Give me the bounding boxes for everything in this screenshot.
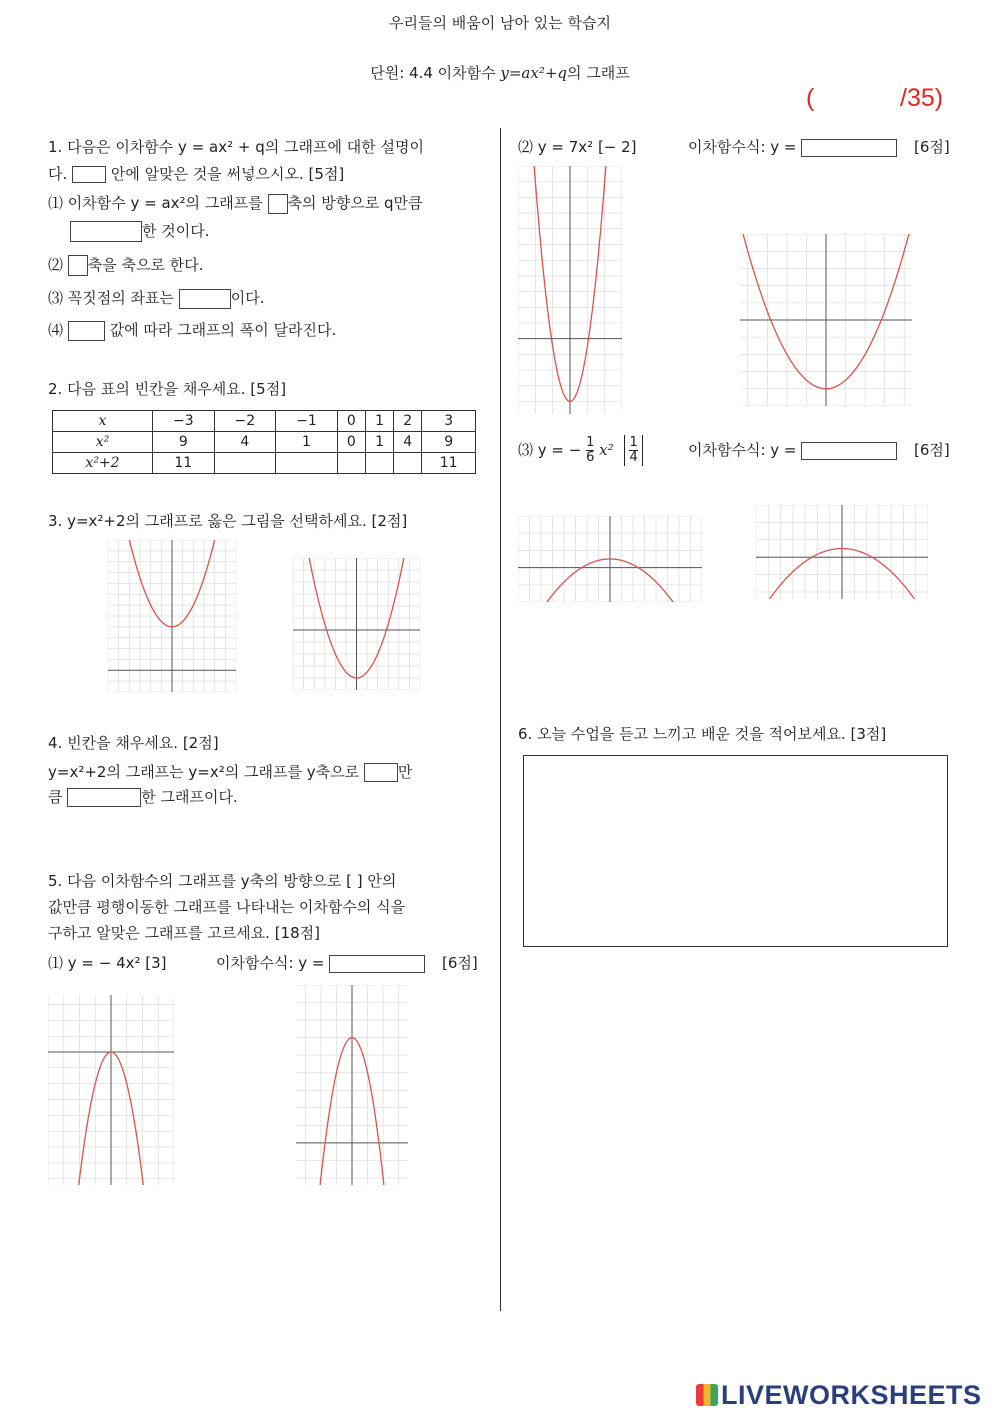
table-row (53, 453, 476, 474)
unit-suffix: 의 그래프 (567, 64, 630, 82)
q5-part3-graph-a[interactable] (518, 516, 702, 602)
table-cell: 11 (153, 453, 215, 474)
table-cell: x (53, 411, 153, 432)
q5-part1-points: [6점] (442, 954, 478, 972)
q4-line1-end: 만 (397, 763, 413, 781)
equation-label: 이차함수식: y = (688, 441, 797, 459)
table-cell: 3 (422, 411, 476, 432)
table-cell: 0 (337, 411, 365, 432)
q5-part2-graph-a[interactable] (518, 166, 622, 414)
unit-heading (0, 62, 1000, 83)
table-cell: x² (53, 432, 153, 453)
q4-line2 (48, 786, 238, 807)
q5-part1-label: ⑴ y = − 4x² [3] (48, 954, 167, 972)
shift-bracket (624, 435, 642, 466)
unit-formula: y=ax²+q (500, 64, 568, 82)
q5-line2: 값만큼 평행이동한 그래프를 나타내는 이차함수의 식을 (48, 898, 406, 916)
table-answer-cell[interactable] (337, 453, 365, 474)
table-cell: 4 (394, 432, 422, 453)
worksheet-title: 우리들의 배움이 남아 있는 학습지 (389, 14, 611, 32)
q1-axis2-answer-box[interactable] (68, 255, 88, 276)
table-cell: 0 (337, 432, 365, 453)
q5-part2-label: ⑵ y = 7x² [− 2] (518, 138, 637, 156)
table-cell: −1 (276, 411, 338, 432)
q5-line3: 구하고 알맞은 그래프를 고르세요. [18점] (48, 924, 320, 942)
q1-part2 (48, 254, 204, 276)
q5-part1-answer-box[interactable] (329, 955, 425, 973)
score-open: ( (806, 84, 815, 112)
q4-move-answer-box[interactable] (67, 788, 141, 807)
q1-part4 (48, 319, 336, 341)
liveworksheets-logo (696, 1380, 982, 1411)
q5-part1-equation (216, 952, 425, 973)
table-cell: 2 (394, 411, 422, 432)
logo-mark-icon (696, 1384, 718, 1406)
q6-title: 6. 오늘 수업을 듣고 느끼고 배운 것을 적어보세요. [3점] (518, 725, 887, 743)
q5-part1-graph-b[interactable] (296, 985, 408, 1185)
table-cell: 1 (276, 432, 338, 453)
table-cell: 1 (365, 432, 393, 453)
q4-line1-text: y=x²+2의 그래프는 y=x²의 그래프를 y축으로 (48, 763, 360, 781)
equation-label: 이차함수식: y = (688, 138, 797, 156)
column-divider (500, 128, 501, 1311)
q1-width-answer-box[interactable] (68, 321, 105, 341)
table-cell: 9 (153, 432, 215, 453)
q5-part1-graph-a[interactable] (48, 995, 174, 1185)
table-cell: 9 (422, 432, 476, 453)
q5-part3-answer-box[interactable] (801, 442, 897, 460)
q5-part2-answer-box[interactable] (801, 139, 897, 157)
q4-line1 (48, 761, 412, 782)
q1-part1-text2: 축의 방향으로 q만큼 (287, 194, 423, 212)
q1-part4-num: ⑷ (48, 321, 64, 339)
fraction-denominator: 6 (586, 450, 595, 465)
square-table (52, 410, 476, 474)
q2-title: 2. 다음 표의 빈칸을 채우세요. [5점] (48, 380, 287, 398)
table-answer-cell[interactable] (276, 453, 338, 474)
q1-part3 (48, 287, 265, 309)
table-answer-cell[interactable] (365, 453, 393, 474)
q1-line2 (48, 163, 344, 184)
q1-part1-text: ⑴ 이차함수 y = ax²의 그래프를 (48, 194, 263, 212)
q1-line2-start: 다. (48, 165, 68, 183)
equation-label: 이차함수식: y = (216, 954, 325, 972)
q5-part3-prefix: ⑶ y = − (518, 441, 582, 459)
q1-part3-text2: 이다. (230, 289, 265, 307)
q1-part1-cont (70, 220, 210, 242)
q3-title: 3. y=x²+2의 그래프로 옳은 그림을 선택하세요. [2점] (48, 512, 408, 530)
table-answer-cell[interactable] (394, 453, 422, 474)
q1-line2-end: 안에 알맞은 것을 써넣으시오. [5점] (110, 165, 345, 183)
q1-axis-answer-box[interactable] (268, 194, 288, 214)
q4-line2-end: 한 그래프이다. (141, 788, 238, 806)
shift-denominator: 4 (629, 450, 638, 465)
q5-part3-graph-b[interactable] (756, 505, 928, 599)
fraction-numerator: 1 (586, 435, 595, 450)
q5-part3-label (518, 429, 643, 469)
table-cell: 1 (365, 411, 393, 432)
table-cell: −2 (214, 411, 276, 432)
table-cell: x²+2 (53, 453, 153, 474)
q1-example-box (72, 166, 106, 183)
table-answer-cell[interactable] (214, 453, 276, 474)
q1-part2-num: ⑵ (48, 256, 64, 274)
q4-title: 4. 빈칸을 채우세요. [2점] (48, 734, 219, 752)
reflection-answer-box[interactable] (523, 755, 948, 947)
table-cell: −3 (153, 411, 215, 432)
q5-part3-equation (688, 439, 897, 460)
q5-part3-points: [6점] (914, 441, 950, 459)
q3-graph-a[interactable] (108, 540, 236, 692)
q1-part2-text: 축을 축으로 한다. (87, 256, 204, 274)
logo-text: LIVEWORKSHEETS (721, 1380, 982, 1410)
q1-part1-text3: 한 것이다. (142, 222, 210, 240)
q1-move-answer-box[interactable] (70, 221, 142, 242)
q4-axis-answer-box[interactable] (364, 763, 398, 782)
q5-part2-graph-b[interactable] (740, 234, 912, 406)
q4-line2-start: 큼 (48, 788, 63, 806)
q3-graph-b[interactable] (293, 558, 420, 690)
q5-part2-points: [6점] (914, 138, 950, 156)
unit-prefix: 단원: 4.4 이차함수 (370, 64, 496, 82)
q1-line1: 1. 다음은 이차함수 y = ax² + q의 그래프에 대한 설명이 (48, 138, 424, 156)
q5-line1: 5. 다음 이차함수의 그래프를 y축의 방향으로 [ ] 안의 (48, 872, 397, 890)
q1-part3-text: ⑶ 꼭짓점의 좌표는 (48, 289, 174, 307)
table-header-row (53, 411, 476, 432)
q5-part2-equation (688, 136, 897, 157)
score-total: /35) (900, 84, 944, 112)
table-cell: 4 (214, 432, 276, 453)
table-cell: 11 (422, 453, 476, 474)
q1-part4-text: 값에 따라 그래프의 폭이 달라진다. (109, 321, 337, 339)
q1-vertex-answer-box[interactable] (179, 289, 231, 309)
q1-part1 (48, 192, 423, 214)
fraction (586, 436, 594, 465)
shift-numerator: 1 (629, 435, 638, 450)
table-row (53, 432, 476, 453)
q5-part3-x: x² (599, 441, 614, 459)
